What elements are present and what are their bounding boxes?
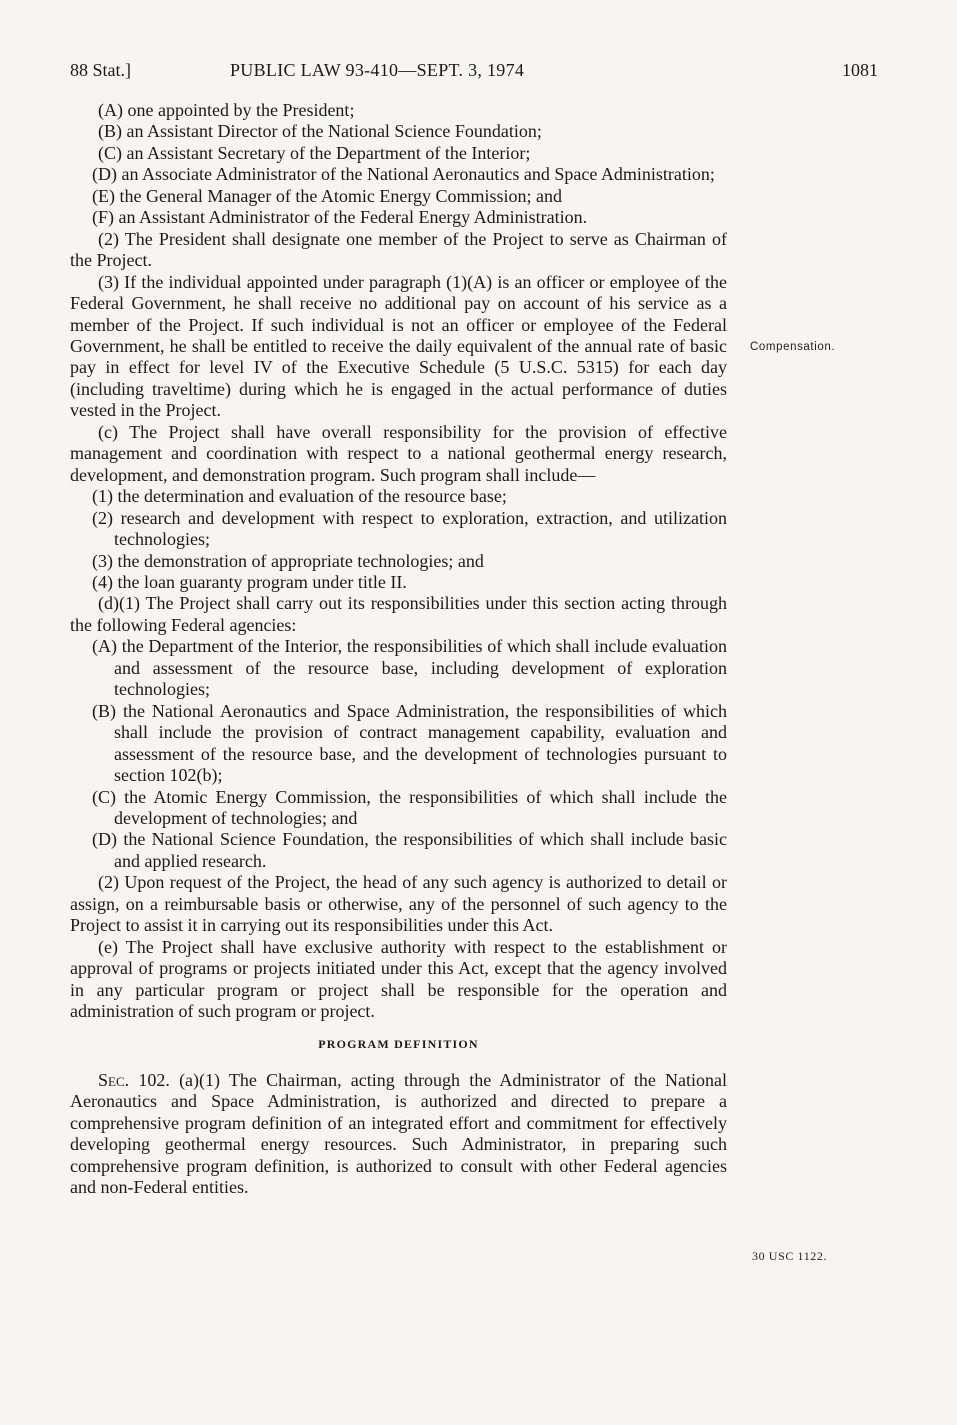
stat-reference: 88 Stat.] [70,60,131,80]
paragraph-1c: (C) an Assistant Secretary of the Department of the Interior; [98,142,531,163]
paragraph-c3: (3) the demonstration of appropriate technologies; and [92,550,484,571]
section-body: (a)(1) The Chairman, acting through the Administrator of the National Aeronautics and Space Administration, is authorized and directed to prepare a comprehensive program definition of an integrated effort and commitment for effectively developing geothermal energy resources. Such Administrator, in preparing such comprehensive program definition, is authorized to consult with other Federal agencies and non-Federal entities. [70,1069,728,1198]
paragraph-c1: (1) the determination and evaluation of the resource base; [92,486,507,507]
margin-note-usc: 30 USC 1122. [752,1249,828,1263]
paragraph-d1c: (C) the Atomic Energy Commission, the responsibilities of which shall include the development of technologies; and [92,786,727,828]
section-label: Sec. 102. [98,1069,170,1090]
paragraph-c: (c) The Project shall have overall responsibility for the provision of effective management and coordination with respect to a national geothermal energy research, development, and demonstration program. Such program shall include— [70,421,727,485]
paragraph-d2: (2) Upon request of the Project, the head of any such agency is authorized to detail or assign, on a reimbursable basis or otherwise, any of the personnel of such agency to the Project to assist it in carrying out its responsibilities under this Act. [70,872,727,936]
paragraph-1e: (E) the General Manager of the Atomic Energy Commission; and [92,185,563,206]
paragraph-e: (e) The Project shall have exclusive authority with respect to the establishment or approval of programs or projects initiated under this Act, except that the agency involved in any particular program or project shall be responsible for the operation and administration of such program or project. [70,936,727,1022]
paragraph-d1a: (A) the Department of the Interior, the responsibilities of which shall include evaluation and assessment of the resource base, including development of exploration technologies; [92,636,727,700]
paragraph-1d: (D) an Associate Administrator of the National Aeronautics and Space Administration; [92,164,715,185]
paragraph-d1: (d)(1) The Project shall carry out its responsibilities under this section acting through the following Federal agencies: [70,593,727,635]
paragraph-1a: (A) one appointed by the President; [98,100,355,120]
paragraph-c2: (2) research and development with respect to exploration, extraction, and utilization technologies; [92,507,727,550]
section-102-paragraph [70,1070,727,1199]
paragraph-d1d: (D) the National Science Foundation, the responsibilities of which shall include basic and applied research. [92,829,727,871]
page-title: PUBLIC LAW 93-410—SEPT. 3, 1974 [230,60,525,80]
page-number: 1081 [842,60,878,80]
margin-note-compensation: Compensation. [750,341,836,353]
paragraph-1f: (F) an Assistant Administrator of the Federal Energy Administration. [92,207,588,228]
paragraph-1b: (B) an Assistant Director of the National Science Foundation; [98,121,542,142]
paragraph-2: (2) The President shall designate one member of the Project to serve as Chairman of the Project. [70,228,727,271]
paragraph-3: (3) If the individual appointed under paragraph (1)(A) is an officer or employee of the Federal Government, he shall receive no additional pay on account of his service as a member of the Project. If such individual is not an officer or employee of the Federal Government, he shall be entitled to receive the daily equivalent of the annual rate of basic pay in effect for level IV of the Executive Schedule (5 U.S.C. 5315) for each day (including traveltime) during which he is engaged in the actual performance of duties vested in the Project. [70,271,727,421]
body-text [70,100,727,1199]
paragraph-c4: (4) the loan guaranty program under title II. [92,571,407,592]
paragraph-d1b: (B) the National Aeronautics and Space Administration, the responsibilities of which shall include the provision of contract management capability, evaluation and assessment of the resource base, and the development of technologies pursuant to section 102(b); [92,700,727,786]
page-header [70,60,878,84]
section-heading: PROGRAM DEFINITION [318,1037,479,1052]
